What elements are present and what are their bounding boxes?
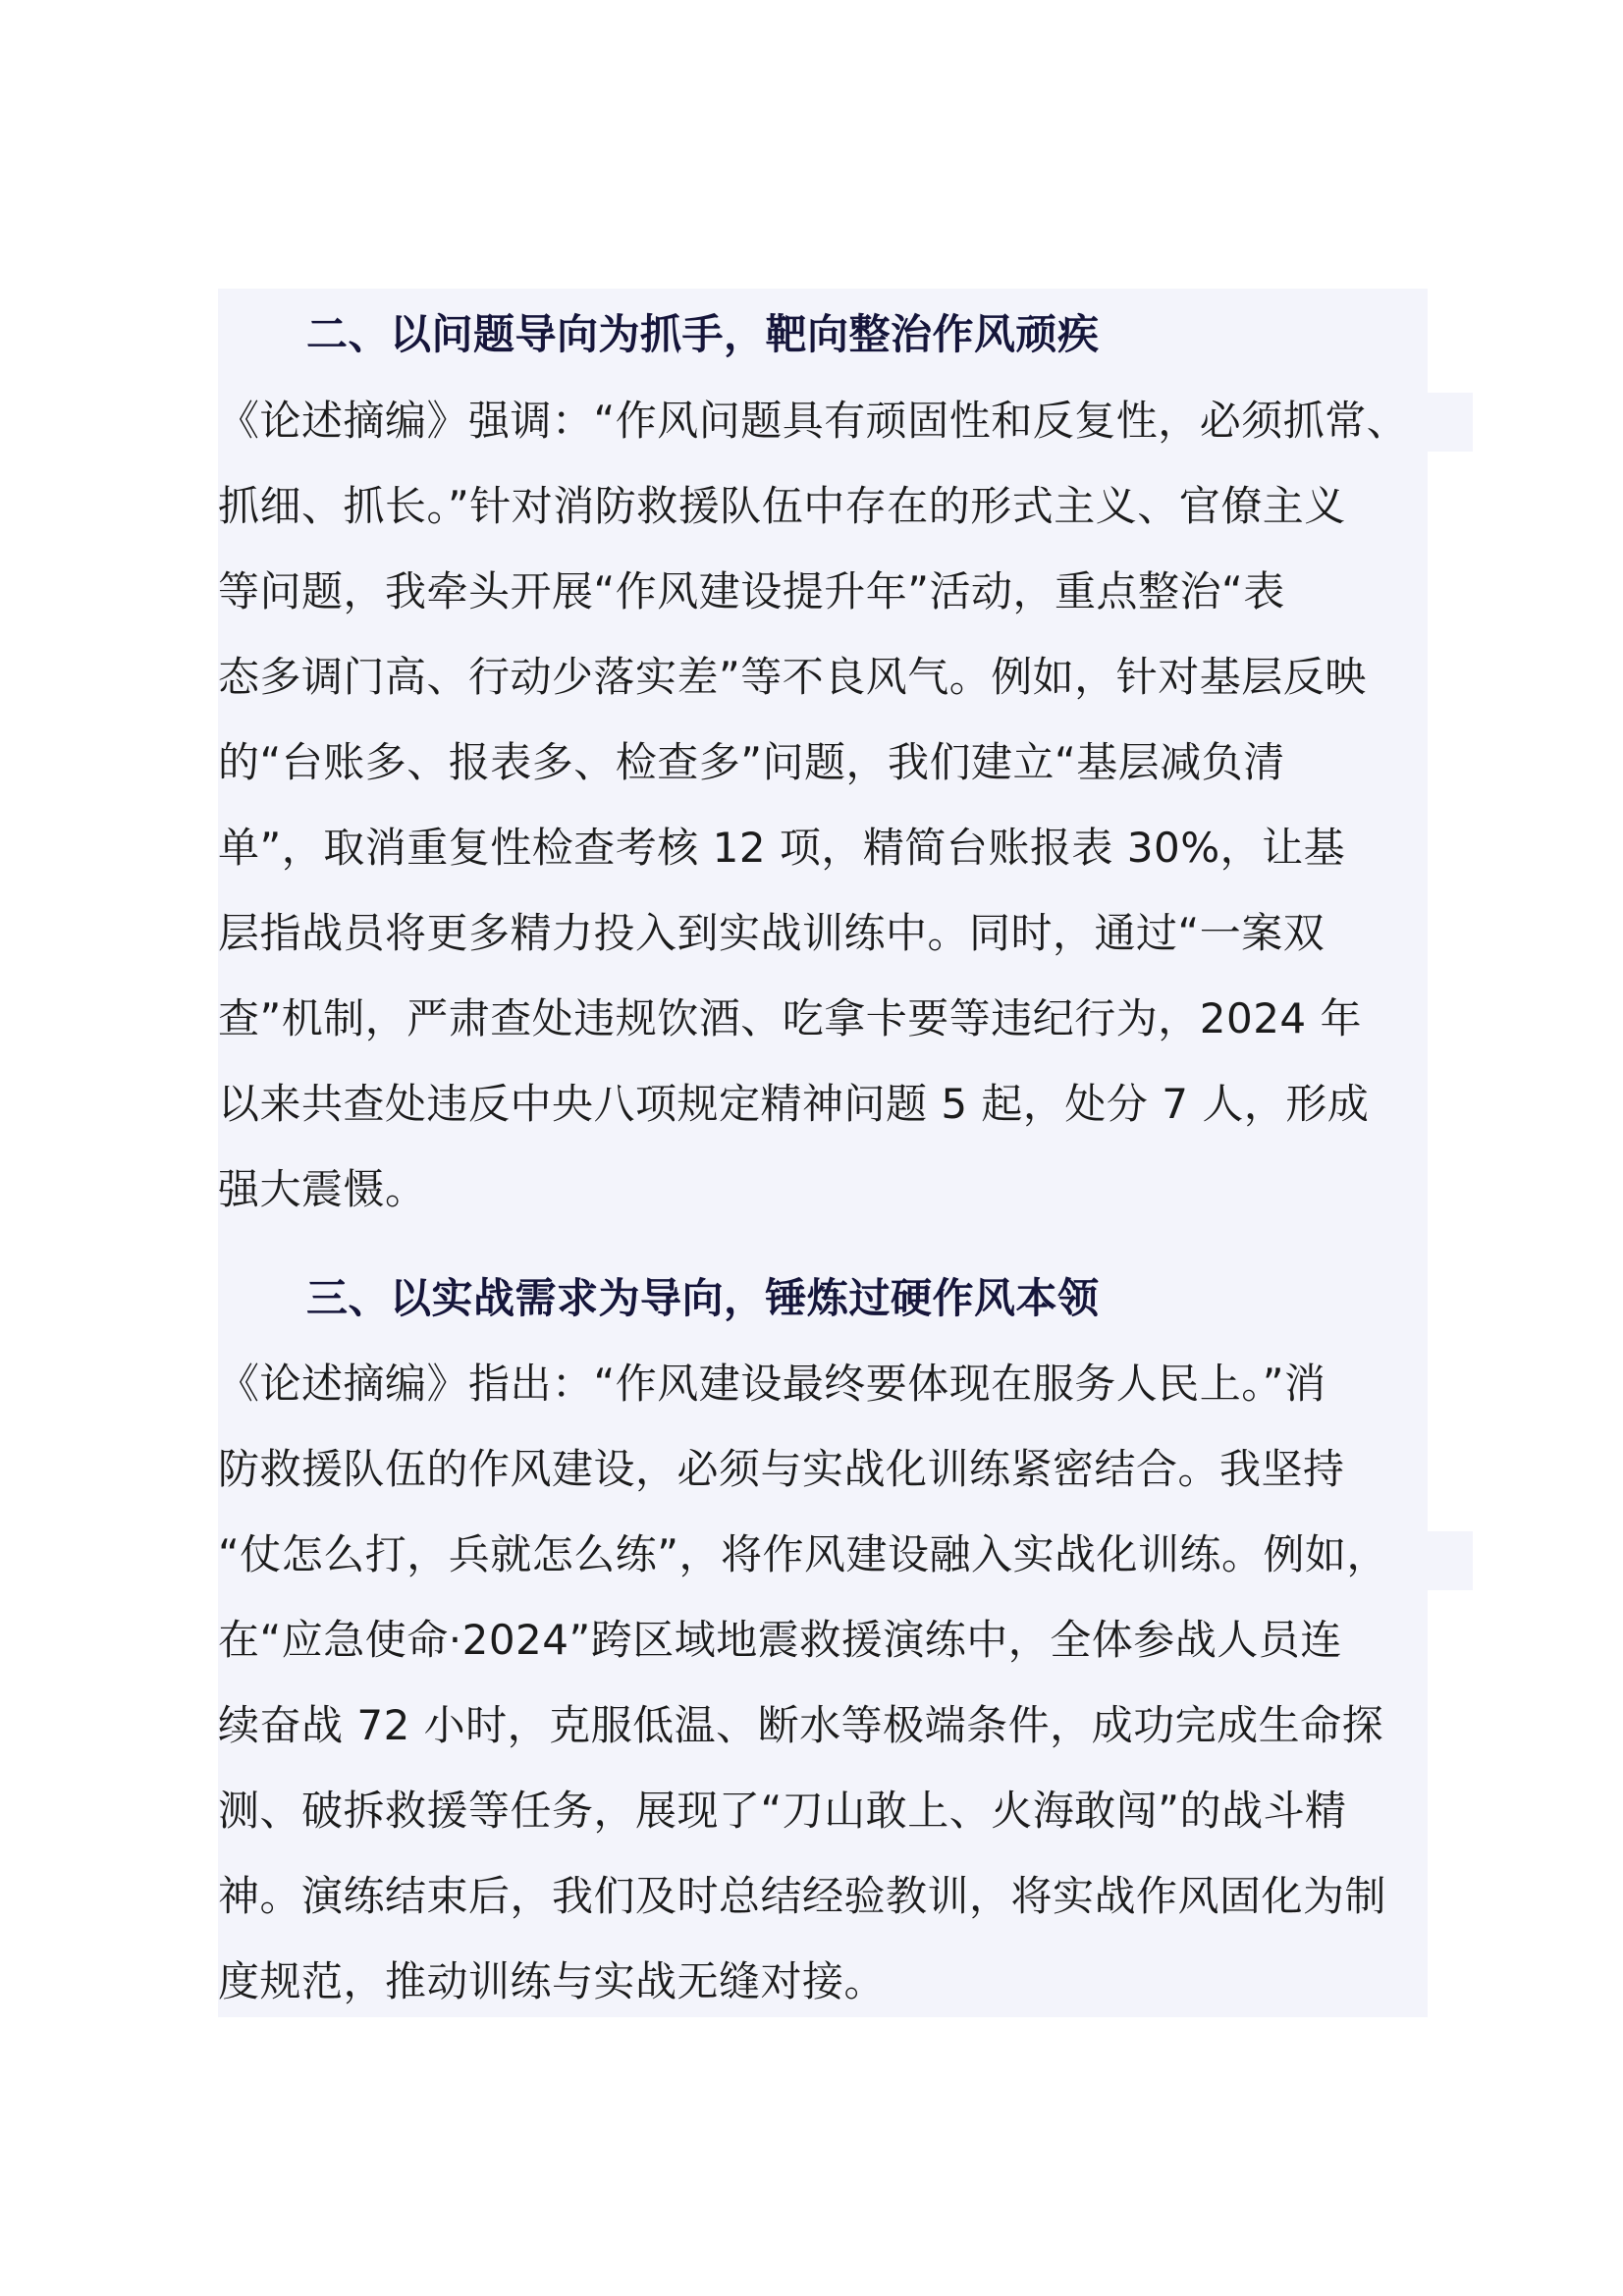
- paragraph-line: 的“台账多、报表多、检查多”问题，我们建立“基层减负清: [218, 738, 1285, 786]
- paragraph-line: 测、破拆救援等任务，展现了“刀山敢上、火海敢闯”的战斗精: [218, 1787, 1347, 1835]
- line-overflow-highlight: [1428, 393, 1473, 452]
- section-heading: 二、以问题导向为抓手，靶向整治作风顽疾: [306, 310, 1100, 358]
- section-heading: 三、以实战需求为导向，锤炼过硬作风本领: [306, 1274, 1100, 1322]
- paragraph-line: 《论述摘编》指出：“作风建设最终要体现在服务人民上。”消: [218, 1360, 1326, 1408]
- paragraph-line: 查”机制，严肃查处违规饮酒、吃拿卡要等违纪行为，2024 年: [218, 994, 1362, 1042]
- paragraph-line: 在“应急使命·2024”跨区域地震救援演练中，全体参战人员连: [218, 1616, 1342, 1664]
- paragraph-line: 度规范，推动训练与实战无缝对接。: [218, 1957, 887, 2005]
- paragraph-line: “仗怎么打，兵就怎么练”，将作风建设融入实战化训练。例如，: [218, 1530, 1389, 1578]
- paragraph-line: 以来共查处违反中央八项规定精神问题 5 起，处分 7 人，形成: [218, 1080, 1370, 1128]
- paragraph-line: 防救援队伍的作风建设，必须与实战化训练紧密结合。我坚持: [218, 1445, 1345, 1493]
- paragraph-line: 强大震慑。: [218, 1165, 427, 1213]
- paragraph-line: 层指战员将更多精力投入到实战训练中。同时，通过“一案双: [218, 909, 1325, 957]
- paragraph-line: 态多调门高、行动少落实差”等不良风气。例如，针对基层反映: [218, 653, 1367, 701]
- paragraph-line: 单”，取消重复性检查考核 12 项，精简台账报表 30%，让基: [218, 824, 1346, 872]
- paragraph-line: 抓细、抓长。”针对消防救援队伍中存在的形式主义、官僚主义: [218, 482, 1346, 530]
- paragraph-line: 《论述摘编》强调：“作风问题具有顽固性和反复性，必须抓常、: [218, 397, 1409, 445]
- paragraph-line: 神。演练结束后，我们及时总结经验教训，将实战作风固化为制: [218, 1872, 1387, 1920]
- line-overflow-highlight: [1428, 1531, 1473, 1590]
- paragraph-line: 续奋战 72 小时，克服低温、断水等极端条件，成功完成生命探: [218, 1701, 1384, 1749]
- paragraph-line: 等问题，我牵头开展“作风建设提升年”活动，重点整治“表: [218, 567, 1285, 615]
